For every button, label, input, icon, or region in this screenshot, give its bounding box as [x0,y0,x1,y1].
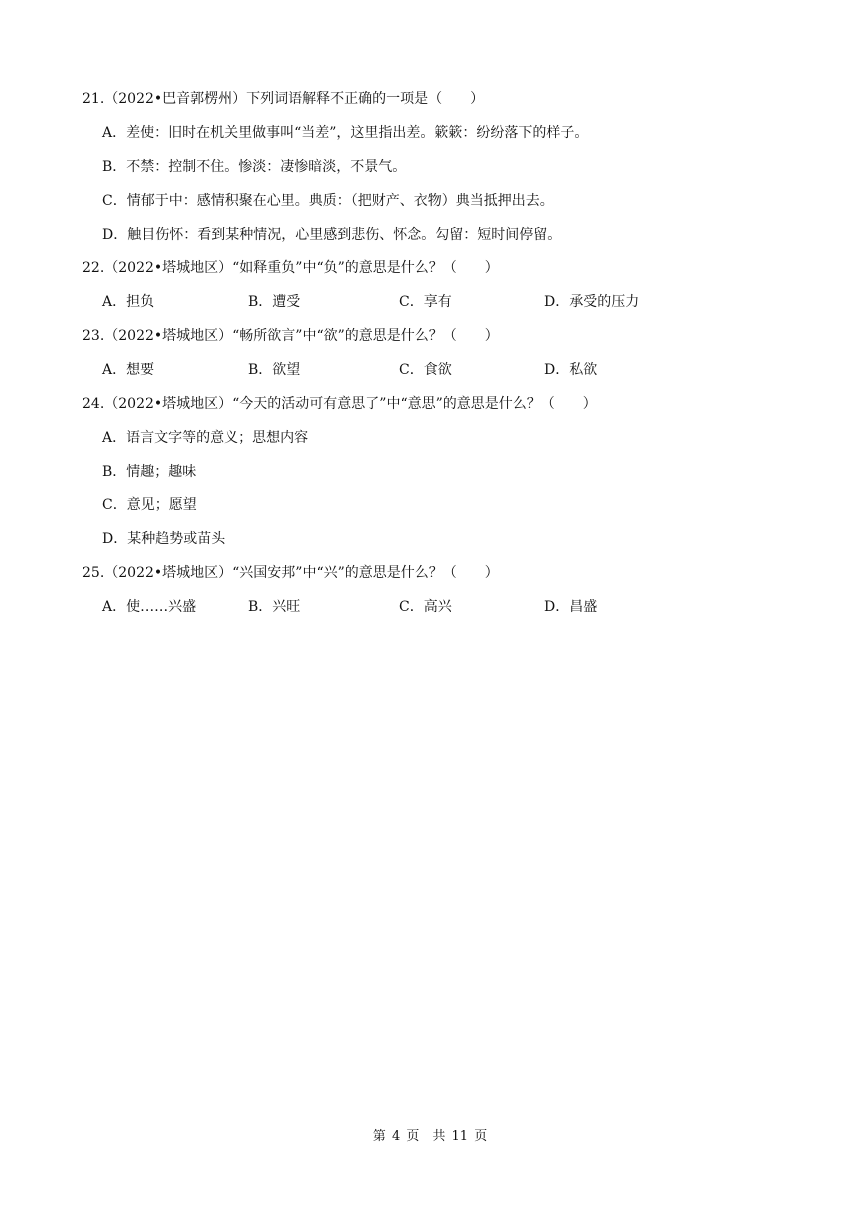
question-24-option-b: B．情趣；趣味 [102,464,197,480]
question-25-stem: 25.（2022•塔城地区）“兴国安邦”中“兴”的意思是什么？（ ） [82,565,499,581]
question-22-option-a: A．担负 [102,294,155,310]
question-21-option-c: C．情郁于中：感情积聚在心里。典质：（把财产、衣物）典当抵押出去。 [102,193,554,209]
question-25-option-d: D．昌盛 [544,599,598,615]
question-24-option-a: A．语言文字等的意义；思想内容 [102,430,309,446]
question-24-option-d: D．某种趋势或苗头 [102,531,226,547]
page-footer [0,1127,860,1147]
question-25-option-a: A．使……兴盛 [102,599,197,615]
question-22-option-d: D．承受的压力 [544,294,640,310]
question-24-option-c: C．意见；愿望 [102,497,197,513]
question-23-option-c: C．食欲 [399,362,452,378]
question-23-option-d: D．私欲 [544,362,598,378]
question-25-option-b: B．兴旺 [248,599,301,615]
question-21-option-b: B．不禁：控制不住。惨淡：凄惨暗淡，不景气。 [102,159,407,175]
question-21-option-a: A．差使：旧时在机关里做事叫“当差”，这里指出差。簌簌：纷纷落下的样子。 [102,125,589,141]
question-23-option-a: A．想要 [102,362,155,378]
question-24-stem: 24.（2022•塔城地区）“今天的活动可有意思了”中“意思”的意思是什么？（ ） [82,396,597,412]
question-23-stem: 23.（2022•塔城地区）“畅所欲言”中“欲”的意思是什么？（ ） [82,328,499,344]
question-21-option-d: D．触目伤怀：看到某种情况，心里感到悲伤、怀念。勾留：短时间停留。 [102,227,562,243]
question-21-stem: 21.（2022•巴音郭楞州）下列词语解释不正确的一项是（ ） [82,91,485,107]
footer-page-number: 4 [391,1129,401,1144]
question-25-option-c: C．高兴 [399,599,452,615]
question-23-option-b: B．欲望 [248,362,301,378]
question-22-option-c: C．享有 [399,294,452,310]
question-22-stem: 22.（2022•塔城地区）“如释重负”中“负”的意思是什么？（ ） [82,260,499,276]
question-22-option-b: B．遭受 [248,294,301,310]
footer-suffix: 页 [474,1129,488,1144]
footer-prefix: 第 [372,1129,386,1144]
footer-middle: 页 共 [406,1129,446,1144]
footer-total-pages: 11 [451,1129,469,1144]
